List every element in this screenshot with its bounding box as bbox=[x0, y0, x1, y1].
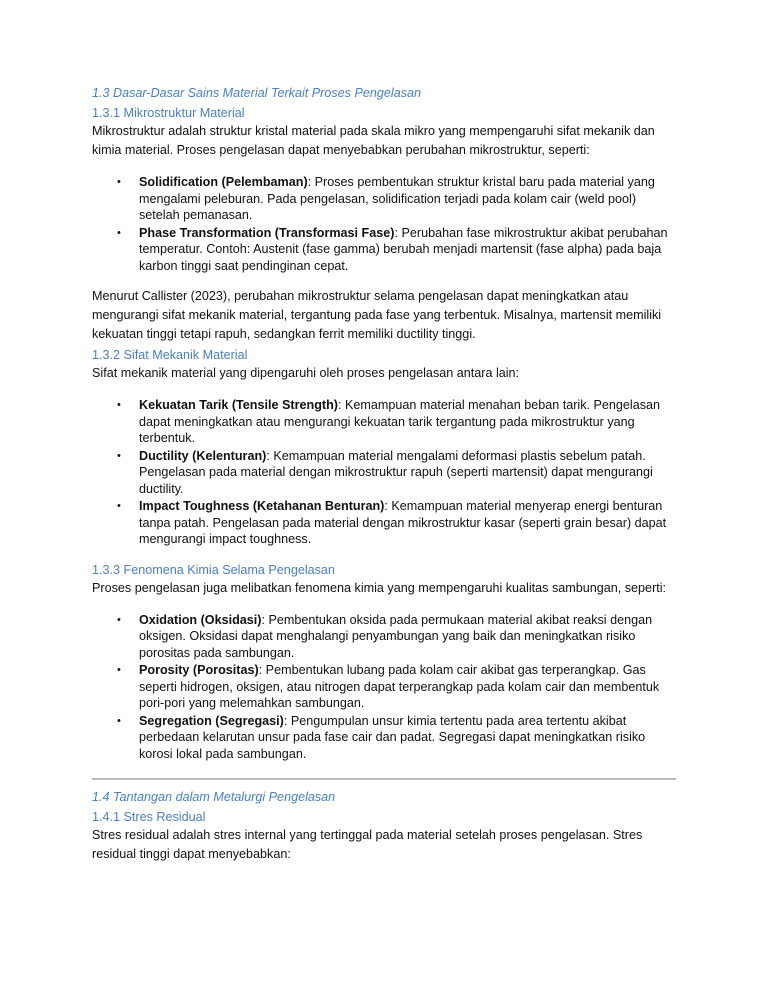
section-divider bbox=[92, 778, 676, 780]
list-item bbox=[92, 498, 676, 548]
list-item-term: Ductility (Kelenturan) bbox=[139, 448, 267, 463]
list-item-text: : Pembentukan oksida pada permukaan material akibat reaksi dengan oksigen. Oksidasi dapat menghalangi penyambungan yang baik dan meningkatkan risiko porositas pada sambungan. bbox=[139, 612, 653, 660]
list-item-text: : Proses pembentukan struktur kristal baru pada material yang mengalami peleburan. Pada pengelasan, solidification terjadi pada kolam cair (weld pool) setelah pemanasan. bbox=[139, 175, 655, 222]
paragraph-stres-residual-intro: Stres residual adalah stres internal yang tertinggal pada material setelah proses pengelasan. Stres residual tinggi dapat menyebabkan: bbox=[92, 828, 643, 861]
list-item-text: : Pembentukan lubang pada kolam cair akibat gas terperangkap. Gas seperti hidrogen, oksigen, atau nitrogen dapat terperangkap pada kolam cair dan membentuk pori-pori yang melemahkan sambungan. bbox=[139, 663, 660, 710]
paragraph-mikrostruktur-intro: Mikrostruktur adalah struktur kristal material pada skala mikro yang mempengaruhi sifat mekanik dan kimia material. Proses pengelasan dapat menyebabkan perubahan mikrostruktur, seperti: bbox=[92, 124, 655, 157]
paragraph-callister: Menurut Callister (2023), perubahan mikrostruktur selama pengelasan dapat meningkatkan atau mengurangi sifat mekanik material, tergantung pada fase yang terbentuk. Misalnya, martensit memiliki kekuatan tinggi tetapi rapuh, sedangkan ferrit memiliki ductility tinggi. bbox=[92, 289, 662, 341]
paragraph-fenomena-kimia-intro: Proses pengelasan juga melibatkan fenomena kimia yang mempengaruhi kualitas sambungan, seperti: bbox=[92, 580, 667, 595]
bullet-list-sifat-mekanik bbox=[92, 397, 676, 548]
subsection-heading-1-3-1: 1.3.1 Mikrostruktur Material bbox=[92, 106, 245, 120]
list-item-text: : Perubahan fase mikrostruktur akibat perubahan temperatur. Contoh: Austenit (fase gamma) berubah menjadi martensit (fase alpha) pada baja karbon tinggi saat pendinginan cepat. bbox=[139, 225, 668, 273]
document-page bbox=[92, 84, 676, 864]
list-item bbox=[92, 662, 676, 712]
subsection-heading-1-3-2: 1.3.2 Sifat Mekanik Material bbox=[92, 348, 248, 362]
bullet-icon: • bbox=[117, 176, 121, 188]
section-heading-1-3: 1.3 Dasar-Dasar Sains Material Terkait Proses Pengelasan bbox=[92, 86, 421, 100]
list-item-text: : Kemampuan material mengalami deformasi plastis sebelum patah. Pengelasan pada material dengan mikrostruktur rapuh (seperti martensit) dapat mengurangi ductility. bbox=[139, 448, 653, 496]
list-item-term: Oxidation (Oksidasi) bbox=[139, 612, 262, 627]
list-item-text: : Kemampuan material menyerap energi benturan tanpa patah. Pengelasan pada material dengan mikrostruktur kasar (seperti grain besar) dapat mengurangi impact toughness. bbox=[139, 499, 667, 546]
bullet-list-mikrostruktur bbox=[92, 174, 676, 274]
list-item-term: Segregation (Segregasi) bbox=[139, 713, 284, 728]
list-item bbox=[92, 174, 676, 224]
list-item-term: Phase Transformation (Transformasi Fase) bbox=[139, 225, 395, 240]
subsection-heading-1-3-3: 1.3.3 Fenomena Kimia Selama Pengelasan bbox=[92, 562, 335, 577]
list-item-text: : Pengumpulan unsur kimia tertentu pada area tertentu akibat perbedaan kelarutan unsur pada fase cair dan padat. Segregasi dapat meningkatkan risiko korosi lokal pada sambungan. bbox=[139, 713, 646, 761]
list-item bbox=[92, 448, 676, 498]
bullet-icon: • bbox=[117, 714, 121, 727]
bullet-icon: • bbox=[117, 449, 121, 462]
paragraph-sifat-mekanik-intro: Sifat mekanik material yang dipengaruhi oleh proses pengelasan antara lain: bbox=[92, 366, 520, 380]
list-item-term: Porosity (Porositas) bbox=[139, 663, 259, 677]
bullet-list-fenomena-kimia bbox=[92, 612, 676, 763]
subsection-heading-1-4-1: 1.4.1 Stres Residual bbox=[92, 810, 206, 824]
bullet-icon: • bbox=[117, 399, 121, 411]
list-item bbox=[92, 612, 676, 662]
list-item bbox=[92, 225, 676, 275]
bullet-icon: • bbox=[117, 613, 121, 626]
bullet-icon: • bbox=[117, 226, 121, 239]
bullet-icon: • bbox=[117, 664, 121, 676]
list-item-term: Kekuatan Tarik (Tensile Strength) bbox=[139, 398, 338, 412]
list-item-term: Impact Toughness (Ketahanan Benturan) bbox=[139, 499, 385, 513]
bullet-icon: • bbox=[117, 500, 121, 512]
list-item-term: Solidification (Pelembaman) bbox=[139, 175, 308, 189]
list-item bbox=[92, 713, 676, 763]
list-item-text: : Kemampuan material menahan beban tarik. Pengelasan dapat meningkatkan atau mengurangi kekuatan tarik tergantung pada mikrostruktur yang terbentuk. bbox=[139, 398, 661, 445]
list-item bbox=[92, 397, 676, 447]
section-heading-1-4: 1.4 Tantangan dalam Metalurgi Pengelasan bbox=[92, 790, 336, 804]
